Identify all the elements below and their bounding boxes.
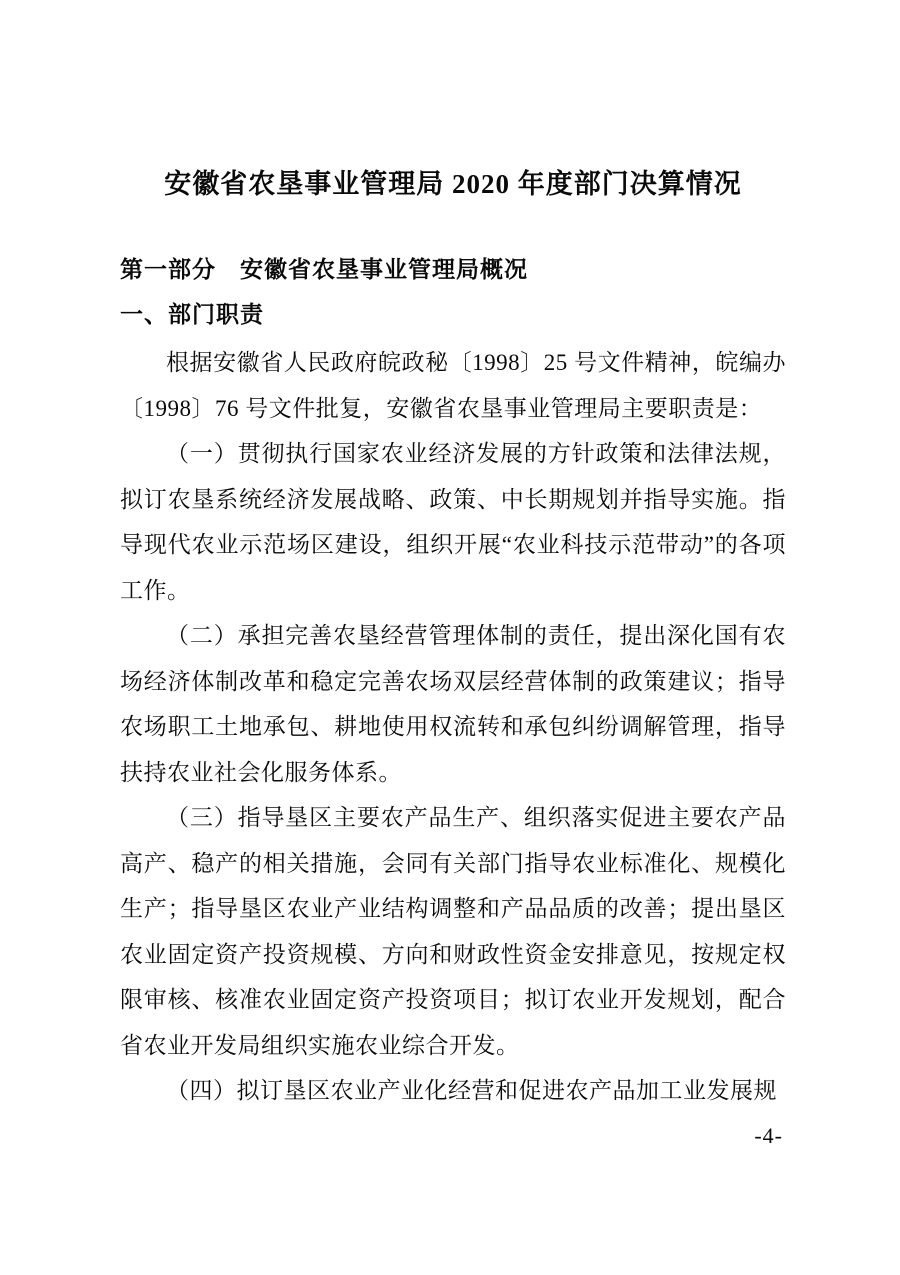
department-duties-subheading: 一、部门职责 [120, 302, 264, 327]
section-one-heading: 第一部分 安徽省农垦事业管理局概况 [120, 257, 528, 282]
document-title: 安徽省农垦事业管理局 2020 年度部门决算情况 [164, 169, 742, 199]
paragraph-duty-3: （三）指导垦区主要农产品生产、组织落实促进主要农产品高产、稳产的相关措施，会同有关部门指导农业标准化、规模化生产；指导垦区农业产业结构调整和产品品质的改善；提出垦区农业固定资产投资规模、方向和财政性资金安排意见，按规定权限审核、核准农业固定资产投资项目；拟订农业开发规划，配合省农业开发局组织实施农业综合开发。 [120, 805, 786, 1058]
paragraph-duty-1: （一）贯彻执行国家农业经济发展的方针政策和法律法规，拟订农垦系统经济发展战略、政策、中长期规划并指导实施。指导现代农业示范场区建设，组织开展“农业科技示范带动”的各项工作。 [120, 441, 786, 603]
paragraph-duty-4: （四）拟订垦区农业产业化经营和促进农产品加工业发展规 [166, 1078, 777, 1103]
document-content [120, 0, 786, 1114]
paragraph-duty-2: （二）承担完善农垦经营管理体制的责任，提出深化国有农场经济体制改革和稳定完善农场双层经营体制的政策建议；指导农场职工土地承包、耕地使用权流转和承包纠纷调解管理，指导扶持农业社会化服务体系。 [120, 623, 786, 785]
paragraph-intro: 根据安徽省人民政府皖政秘〔1998〕25 号文件精神，皖编办〔1998〕76 号文件批复，安徽省农垦事业管理局主要职责是： [120, 350, 786, 421]
page-number: -4- [754, 1123, 783, 1148]
